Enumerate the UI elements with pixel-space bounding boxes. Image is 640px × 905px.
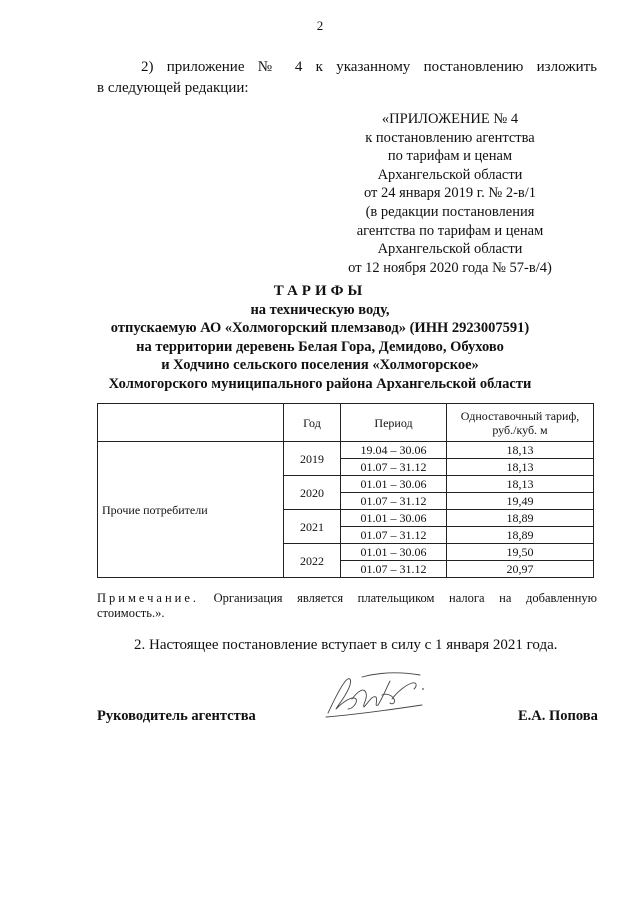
period-cell: 01.01 – 30.06 — [341, 476, 447, 493]
annex-line: Архангельской области — [377, 241, 523, 258]
annex-line: от 12 ноября 2020 года № 57-в/4) — [348, 259, 552, 276]
tariff-heading-line: на техническую воду, — [250, 301, 390, 318]
tariff-table — [97, 403, 594, 578]
signatory-name: Е.А. Попова — [518, 708, 598, 724]
header-year: Год — [284, 404, 341, 442]
table-row — [98, 442, 594, 459]
header-period: Период — [341, 404, 447, 442]
table-note — [97, 591, 597, 621]
handwritten-signature — [322, 665, 432, 720]
tariff-cell: 18,13 — [447, 459, 594, 476]
tariff-cell: 20,97 — [447, 561, 594, 578]
tariff-heading-line: и Ходчино сельского поселения «Холмогорское» — [161, 357, 479, 374]
year-cell: 2019 — [284, 442, 341, 476]
note-label: Примечание. — [97, 591, 200, 605]
year-cell: 2021 — [284, 510, 341, 544]
consumer-cell: Прочие потребители — [98, 442, 284, 578]
signatory-position: Руководитель агентства — [97, 708, 256, 724]
tariff-heading-line: отпускаемую АО «Холмогорский племзавод» (ИНН 2923007591) — [110, 320, 530, 337]
header-tariff — [447, 404, 594, 442]
amendment-paragraph-line-2: в следующей редакции: — [97, 80, 249, 96]
header-consumer — [98, 404, 284, 442]
period-cell: 01.01 – 30.06 — [341, 510, 447, 527]
period-cell: 01.07 – 31.12 — [341, 561, 447, 578]
tariff-cell: 18,89 — [447, 510, 594, 527]
tariff-cell: 19,49 — [447, 493, 594, 510]
page-number: 2 — [316, 18, 324, 33]
period-cell: 01.07 – 31.12 — [341, 493, 447, 510]
period-cell: 19.04 – 30.06 — [341, 442, 447, 459]
annex-line: к постановлению агентства — [365, 129, 535, 146]
annex-line: (в редакции постановления — [365, 203, 535, 220]
note-line-2: стоимость.». — [97, 606, 165, 620]
period-cell: 01.07 – 31.12 — [341, 527, 447, 544]
tariff-title: ТАРИФЫ — [273, 283, 367, 299]
effective-date-paragraph: 2. Настоящее постановление вступает в силу с 1 января 2021 года. — [134, 637, 558, 653]
annex-line: агентства по тарифам и ценам — [356, 222, 544, 239]
tariff-cell: 18,89 — [447, 527, 594, 544]
table-header-row — [98, 404, 594, 442]
year-cell: 2022 — [284, 544, 341, 578]
amendment-paragraph — [97, 57, 597, 99]
annex-line: от 24 января 2019 г. № 2-в/1 — [363, 185, 537, 202]
tariff-cell: 18,13 — [447, 476, 594, 493]
period-cell: 01.01 – 30.06 — [341, 544, 447, 561]
header-tariff-line-1: Одноставочный тариф, — [460, 408, 580, 423]
header-tariff-line-2: руб./куб. м — [492, 422, 548, 437]
amendment-paragraph-line-1: 2) приложение № 4 к указанному постановлению изложить — [141, 59, 597, 75]
annex-line: по тарифам и ценам — [387, 148, 513, 165]
tariff-heading — [0, 282, 640, 394]
tariff-cell: 19,50 — [447, 544, 594, 561]
annex-line: Архангельской области — [377, 166, 523, 183]
period-cell: 01.07 – 31.12 — [341, 459, 447, 476]
tariff-heading-line: на территории деревень Белая Гора, Демидово, Обухово — [136, 338, 504, 355]
tariff-heading-line: Холмогорского муниципального района Архангельской области — [108, 375, 532, 392]
annex-block — [340, 110, 560, 277]
note-line-1 — [97, 591, 597, 606]
annex-line: «ПРИЛОЖЕНИЕ № 4 — [381, 111, 519, 127]
tariff-cell: 18,13 — [447, 442, 594, 459]
year-cell: 2020 — [284, 476, 341, 510]
note-text: Организация является плательщиком налога на добавленную — [213, 591, 597, 605]
